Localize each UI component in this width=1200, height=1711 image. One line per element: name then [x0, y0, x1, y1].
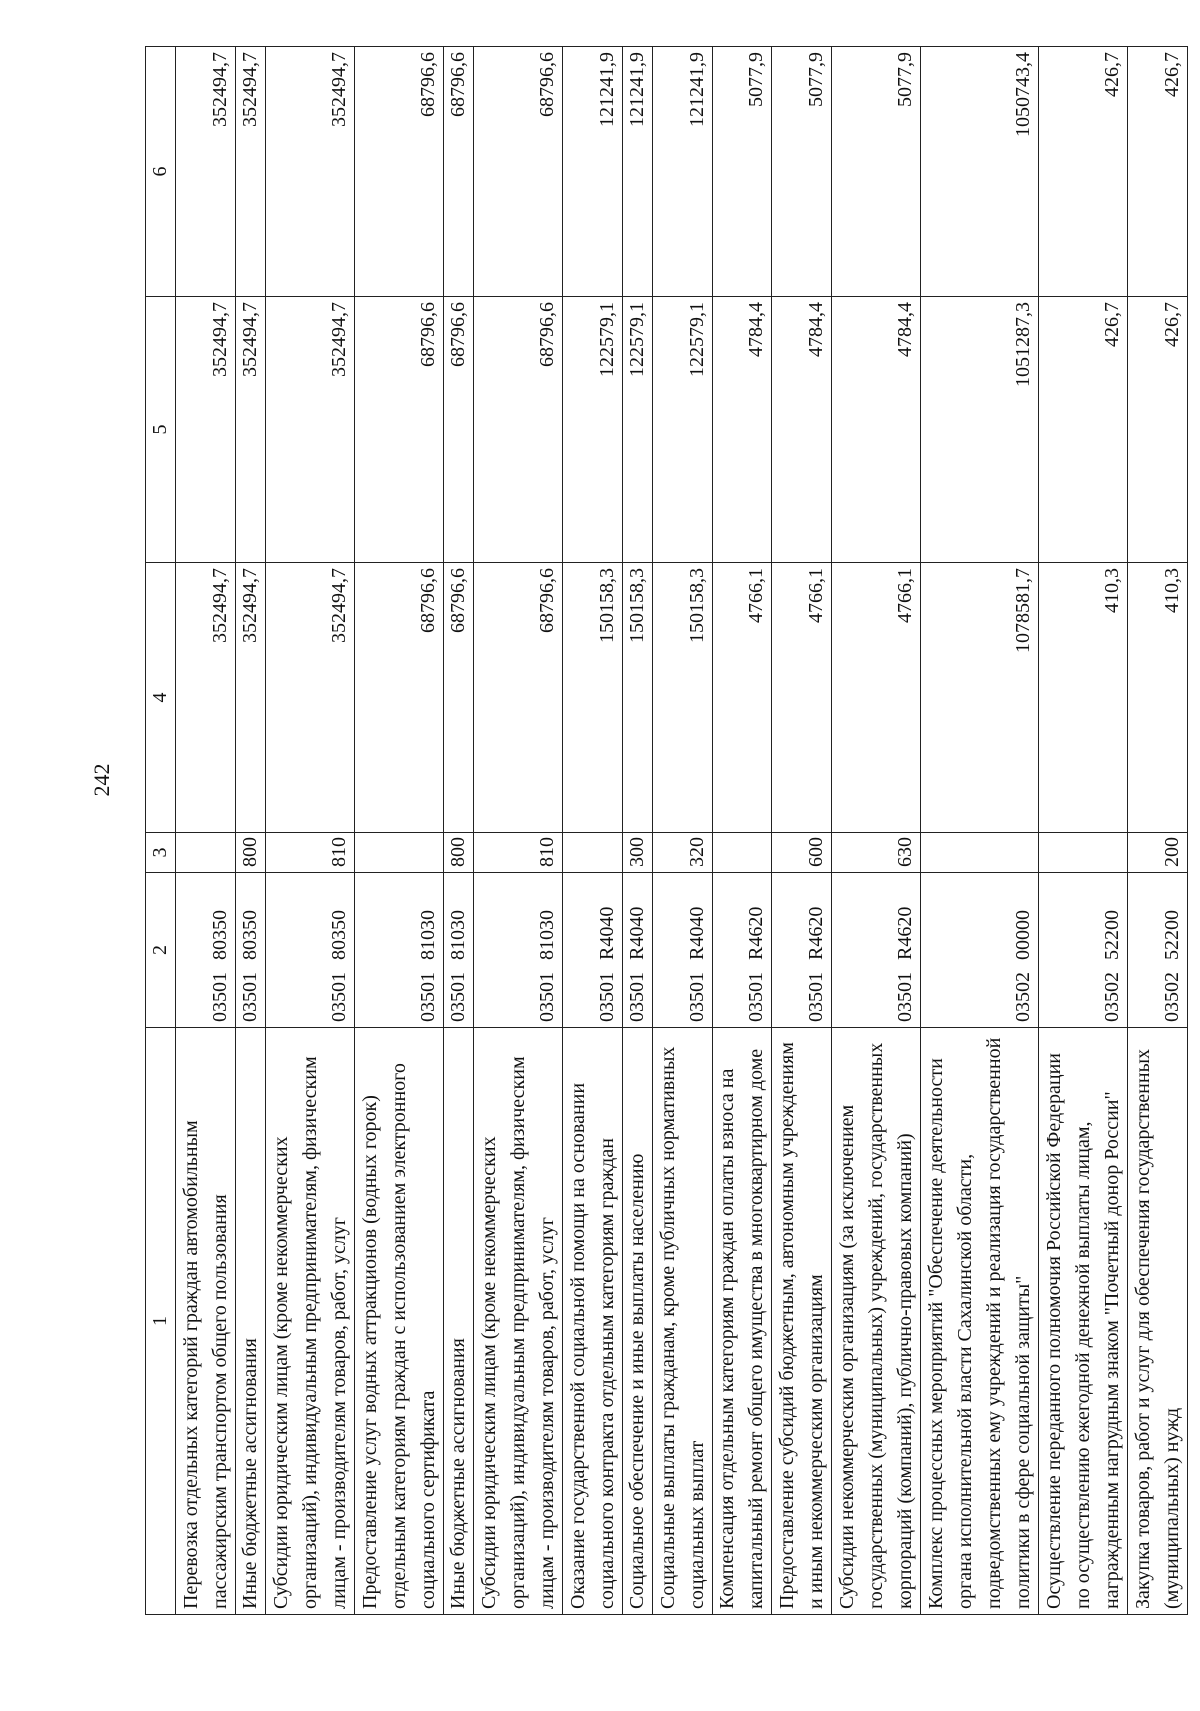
- amount-col-5-cell: 68796,6: [443, 297, 473, 563]
- amount-col-6-cell: 1050743,4: [921, 47, 1039, 297]
- amount-col-5-cell: 4784,4: [712, 297, 772, 563]
- row-name-cell: Закупка товаров, работ и услуг для обеспечения государственных (муниципальных) нужд: [1128, 1028, 1188, 1615]
- amount-col-6-cell: 68796,6: [354, 47, 443, 297]
- amount-col-5-cell: 426,7: [1128, 297, 1188, 563]
- budget-table: [145, 46, 1188, 1615]
- table-row: [354, 47, 443, 1615]
- amount-col-4-cell: 4766,1: [712, 563, 772, 833]
- table-row: [921, 47, 1039, 1615]
- target-article-code-cell: [622, 873, 652, 1028]
- row-name-cell: Предоставление услуг водных аттракционов (водных горок) отдельным категориям граждан с использованием электронного социального сертификата: [354, 1028, 443, 1615]
- amount-col-5-cell: 426,7: [1039, 297, 1128, 563]
- amount-col-6-cell: 352494,7: [235, 47, 265, 297]
- direction-code: R4040: [685, 906, 708, 960]
- program-code: 03501: [536, 972, 559, 1022]
- amount-col-6-cell: 352494,7: [176, 47, 236, 297]
- program-code: 03501: [238, 972, 261, 1022]
- direction-code: R4040: [595, 906, 618, 960]
- amount-col-6-cell: 121241,9: [653, 47, 713, 297]
- row-name-cell: Предоставление субсидий бюджетным, автономным учреждениям и иным некоммерческим организациям: [772, 1028, 832, 1615]
- program-code: 03502: [1101, 972, 1124, 1022]
- target-article-code-cell: [443, 873, 473, 1028]
- header-cell-6: 6: [146, 47, 176, 297]
- program-code: 03501: [447, 972, 470, 1022]
- direction-code: 52200: [1161, 910, 1183, 960]
- amount-col-5-cell: 122579,1: [622, 297, 652, 563]
- direction-code: 00000: [1012, 910, 1035, 960]
- row-name-cell: Комплекс процессных мероприятий "Обеспечение деятельности органа исполнительной власти Сахалинской области, подведомственных ему учреждений и реализация государственной политики в сфере социальной защиты": [921, 1028, 1039, 1615]
- amount-col-4-cell: 4766,1: [832, 563, 921, 833]
- direction-code: 81030: [416, 910, 439, 960]
- row-name-cell: Социальные выплаты гражданам, кроме публичных нормативных социальных выплат: [653, 1028, 713, 1615]
- expense-type-cell: 800: [443, 833, 473, 873]
- amount-col-4-cell: 150158,3: [622, 563, 652, 833]
- expense-type-cell: [921, 833, 1039, 873]
- expense-type-cell: [712, 833, 772, 873]
- amount-col-5-cell: 122579,1: [653, 297, 713, 563]
- direction-code: 52200: [1101, 910, 1124, 960]
- program-code: 03501: [626, 972, 649, 1022]
- target-article-code-cell: [354, 873, 443, 1028]
- row-name-cell: Социальное обеспечение и иные выплаты населению: [622, 1028, 652, 1615]
- target-article-code-cell: [653, 873, 713, 1028]
- row-name-cell: Субсидии юридическим лицам (кроме некоммерческих организаций), индивидуальным предпринимателям, физическим лицам - производителям товаров, работ, услуг: [474, 1028, 563, 1615]
- row-name-cell: Иные бюджетные ассигнования: [443, 1028, 473, 1615]
- program-code: 03501: [745, 972, 768, 1022]
- amount-col-5-cell: 352494,7: [235, 297, 265, 563]
- row-name-cell: Перевозка отдельных категорий граждан автомобильным пассажирским транспортом общего пользования: [176, 1028, 236, 1615]
- expense-type-cell: 810: [474, 833, 563, 873]
- amount-col-4-cell: 410,3: [1128, 563, 1188, 833]
- target-article-code-cell: [921, 873, 1039, 1028]
- header-cell-2: 2: [146, 873, 176, 1028]
- header-cell-4: 4: [146, 563, 176, 833]
- table-row: [443, 47, 473, 1615]
- expense-type-cell: 300: [622, 833, 652, 873]
- table-row: [474, 47, 563, 1615]
- table-row: [622, 47, 652, 1615]
- amount-col-4-cell: 68796,6: [443, 563, 473, 833]
- amount-col-5-cell: 68796,6: [474, 297, 563, 563]
- amount-col-5-cell: 352494,7: [176, 297, 236, 563]
- target-article-code-cell: [772, 873, 832, 1028]
- amount-col-4-cell: 410,3: [1039, 563, 1128, 833]
- expense-type-cell: 630: [832, 833, 921, 873]
- row-name-cell: Оказание государственной социальной помощи на основании социального контракта отдельным категориям граждан: [563, 1028, 623, 1615]
- row-name-cell: Компенсация отдельным категориям граждан оплаты взноса на капитальный ремонт общего имущества в многоквартирном доме: [712, 1028, 772, 1615]
- program-code: 03501: [894, 972, 916, 1022]
- amount-col-6-cell: 68796,6: [474, 47, 563, 297]
- target-article-code-cell: [176, 873, 236, 1028]
- expense-type-cell: [354, 833, 443, 873]
- row-name-cell: Осуществление переданного полномочия Российской Федерации по осуществлению ежегодной денежной выплаты лицам, награжденным нагрудным знаком "Почетный донор России": [1039, 1028, 1128, 1615]
- amount-col-6-cell: 5077,9: [832, 47, 921, 297]
- table-row: [1039, 47, 1128, 1615]
- expense-type-cell: [1039, 833, 1128, 873]
- amount-col-5-cell: 1051287,3: [921, 297, 1039, 563]
- direction-code: R4620: [745, 906, 768, 960]
- amount-col-6-cell: 68796,6: [443, 47, 473, 297]
- expense-type-cell: 200: [1128, 833, 1188, 873]
- target-article-code-cell: [1128, 873, 1188, 1028]
- program-code: 03502: [1161, 972, 1183, 1022]
- amount-col-4-cell: 68796,6: [474, 563, 563, 833]
- direction-code: 80350: [208, 910, 231, 960]
- program-code: 03502: [1012, 972, 1035, 1022]
- program-code: 03501: [685, 972, 708, 1022]
- amount-col-6-cell: 121241,9: [622, 47, 652, 297]
- amount-col-4-cell: 150158,3: [563, 563, 623, 833]
- table-row: [1128, 47, 1188, 1615]
- row-name-cell: Субсидии юридическим лицам (кроме некоммерческих организаций), индивидуальным предпринимателям, физическим лицам - производителям товаров, работ, услуг: [265, 1028, 354, 1615]
- amount-col-6-cell: 426,7: [1039, 47, 1128, 297]
- amount-col-5-cell: 352494,7: [265, 297, 354, 563]
- amount-col-5-cell: 4784,4: [832, 297, 921, 563]
- target-article-code-cell: [712, 873, 772, 1028]
- table-row: [176, 47, 236, 1615]
- expense-type-cell: 810: [265, 833, 354, 873]
- amount-col-6-cell: 426,7: [1128, 47, 1188, 297]
- table-row: [772, 47, 832, 1615]
- rotated-table-container: [145, 47, 1188, 1615]
- amount-col-4-cell: 1078581,7: [921, 563, 1039, 833]
- expense-type-cell: 320: [653, 833, 713, 873]
- direction-code: R4620: [894, 906, 916, 960]
- header-cell-1: 1: [146, 1028, 176, 1615]
- table-row: [653, 47, 713, 1615]
- amount-col-5-cell: 122579,1: [563, 297, 623, 563]
- table-row: [265, 47, 354, 1615]
- amount-col-4-cell: 352494,7: [235, 563, 265, 833]
- direction-code: 80350: [327, 910, 350, 960]
- direction-code: 81030: [536, 910, 559, 960]
- target-article-code-cell: [832, 873, 921, 1028]
- target-article-code-cell: [235, 873, 265, 1028]
- amount-col-4-cell: 150158,3: [653, 563, 713, 833]
- table-row: [235, 47, 265, 1615]
- amount-col-6-cell: 121241,9: [563, 47, 623, 297]
- table-row: [563, 47, 623, 1615]
- table-row: [832, 47, 921, 1615]
- direction-code: 81030: [447, 910, 470, 960]
- program-code: 03501: [805, 972, 828, 1022]
- row-name-cell: Иные бюджетные ассигнования: [235, 1028, 265, 1615]
- amount-col-6-cell: 5077,9: [712, 47, 772, 297]
- header-cell-3: 3: [146, 833, 176, 873]
- expense-type-cell: 600: [772, 833, 832, 873]
- program-code: 03501: [327, 972, 350, 1022]
- expense-type-cell: 800: [235, 833, 265, 873]
- direction-code: R4040: [626, 906, 649, 960]
- table-row: [712, 47, 772, 1615]
- expense-type-cell: [563, 833, 623, 873]
- direction-code: R4620: [805, 906, 828, 960]
- amount-col-6-cell: 5077,9: [772, 47, 832, 297]
- table-frame: [145, 47, 1188, 1615]
- direction-code: 80350: [238, 910, 261, 960]
- program-code: 03501: [208, 972, 231, 1022]
- program-code: 03501: [416, 972, 439, 1022]
- amount-col-4-cell: 352494,7: [265, 563, 354, 833]
- header-cell-5: 5: [146, 297, 176, 563]
- target-article-code-cell: [563, 873, 623, 1028]
- amount-col-4-cell: 4766,1: [772, 563, 832, 833]
- amount-col-6-cell: 352494,7: [265, 47, 354, 297]
- program-code: 03501: [595, 972, 618, 1022]
- header-row: [146, 47, 176, 1615]
- amount-col-5-cell: 68796,6: [354, 297, 443, 563]
- target-article-code-cell: [265, 873, 354, 1028]
- amount-col-4-cell: 352494,7: [176, 563, 236, 833]
- table-body: [176, 47, 1188, 1615]
- target-article-code-cell: [1039, 873, 1128, 1028]
- amount-col-5-cell: 4784,4: [772, 297, 832, 563]
- amount-col-4-cell: 68796,6: [354, 563, 443, 833]
- page-number: 242: [89, 763, 114, 797]
- target-article-code-cell: [474, 873, 563, 1028]
- expense-type-cell: [176, 833, 236, 873]
- row-name-cell: Субсидии некоммерческим организациям (за исключением государственных (муниципальных) учреждений, государственных корпораций (компаний), публично-правовых компаний): [832, 1028, 921, 1615]
